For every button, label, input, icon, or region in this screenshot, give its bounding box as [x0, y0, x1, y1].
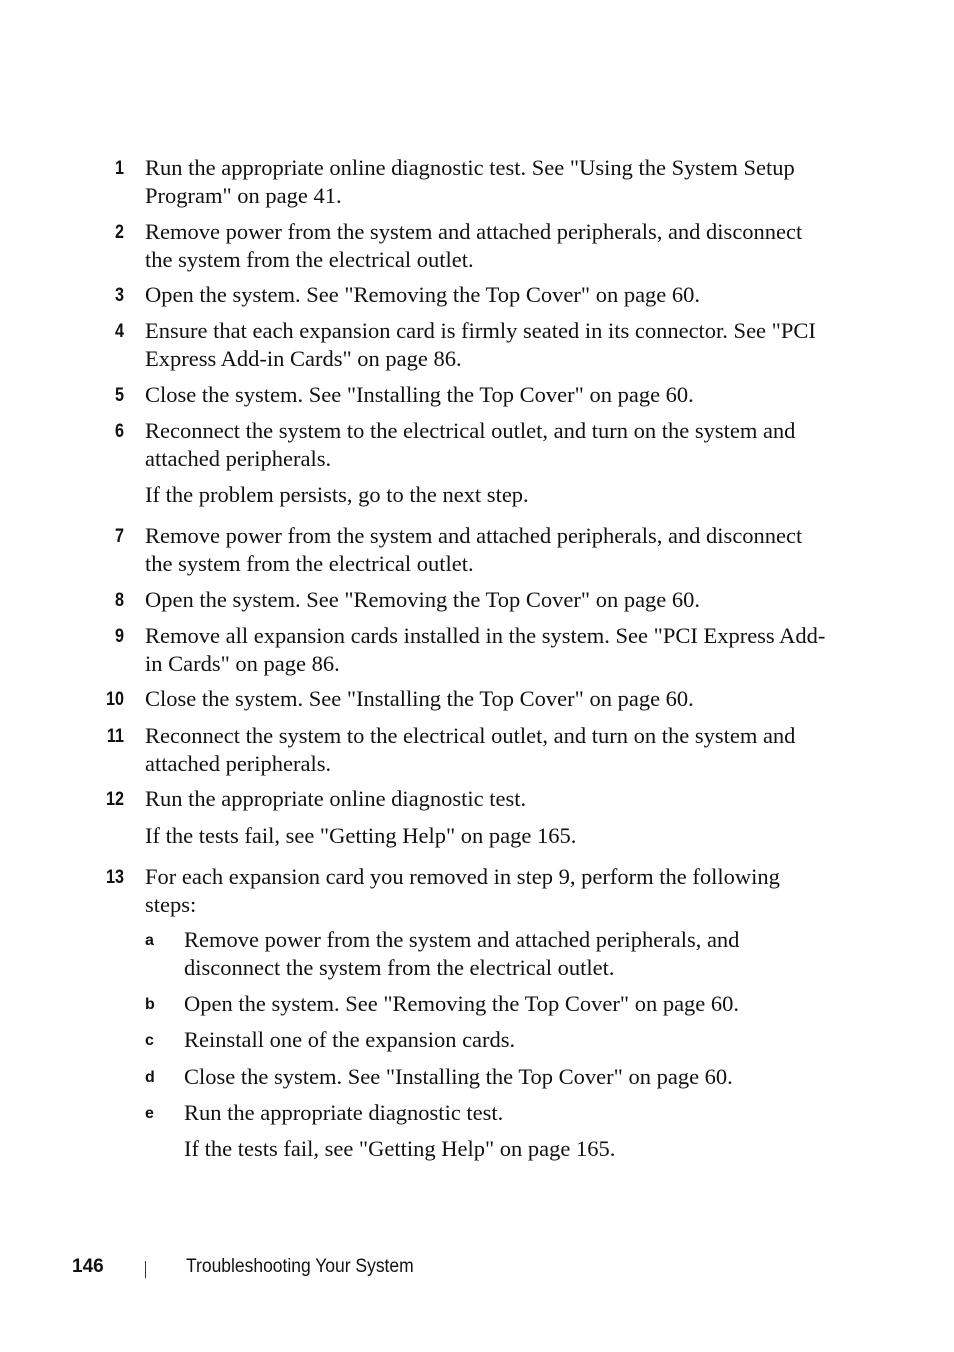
- step-text: Close the system. See "Installing the Top Cover" on page 60.: [145, 382, 694, 407]
- step-number: 12: [106, 789, 124, 810]
- substep-text: Remove power from the system and attached peripherals, and disconnect the system from the electrical outlet.: [184, 927, 740, 980]
- substep-letter: a: [145, 932, 154, 949]
- substep-letter: b: [145, 996, 155, 1013]
- step-text: Ensure that each expansion card is firmly seated in its connector. See "PCI Express Add-in Cards" on page 86.: [145, 318, 816, 371]
- step-number: 6: [115, 421, 124, 442]
- step-text: Remove power from the system and attached peripherals, and disconnect the system from the electrical outlet.: [145, 523, 803, 576]
- step-text: Reconnect the system to the electrical outlet, and turn on the system and attached peripherals.: [145, 418, 796, 471]
- footer-divider: [145, 1261, 146, 1278]
- step-text: For each expansion card you removed in step 9, perform the following steps:: [145, 864, 780, 917]
- step-text: Run the appropriate online diagnostic test. See "Using the System Setup Program" on page 41.: [145, 155, 795, 208]
- substep-note: If the tests fail, see "Getting Help" on page 165.: [184, 1136, 616, 1161]
- step-number: 13: [106, 867, 124, 888]
- step-number: 8: [115, 590, 124, 611]
- step-number: 7: [115, 526, 124, 547]
- step-text: Open the system. See "Removing the Top Cover" on page 60.: [145, 282, 701, 307]
- step-note: If the problem persists, go to the next step.: [145, 482, 529, 507]
- step-number: 3: [115, 285, 124, 306]
- substep-text: Reinstall one of the expansion cards.: [184, 1027, 516, 1052]
- step-note: If the tests fail, see "Getting Help" on page 165.: [145, 823, 577, 848]
- substep-text: Open the system. See "Removing the Top Cover" on page 60.: [184, 991, 740, 1016]
- page-number: 146: [72, 1256, 104, 1277]
- substep-text: Run the appropriate diagnostic test.: [184, 1100, 504, 1125]
- step-number: 11: [106, 726, 124, 747]
- step-text: Close the system. See "Installing the Top Cover" on page 60.: [145, 686, 694, 711]
- step-number: 9: [115, 626, 124, 647]
- step-text: Open the system. See "Removing the Top Cover" on page 60.: [145, 587, 701, 612]
- substep-text: Close the system. See "Installing the Top Cover" on page 60.: [184, 1064, 733, 1089]
- step-number: 10: [106, 689, 124, 710]
- step-number: 5: [115, 385, 124, 406]
- step-text: Reconnect the system to the electrical outlet, and turn on the system and attached peripherals.: [145, 723, 796, 776]
- step-number: 4: [115, 321, 124, 342]
- step-number: 2: [115, 222, 124, 243]
- substep-letter: e: [145, 1105, 154, 1122]
- step-text: Remove power from the system and attached peripherals, and disconnect the system from the electrical outlet.: [145, 219, 803, 272]
- step-text: Remove all expansion cards installed in the system. See "PCI Express Add-in Cards" on page 86.: [145, 623, 826, 676]
- substep-letter: d: [145, 1069, 155, 1086]
- step-text: Run the appropriate online diagnostic test.: [145, 786, 527, 811]
- footer-section-title: Troubleshooting Your System: [186, 1256, 414, 1277]
- substep-letter: c: [145, 1032, 154, 1049]
- step-number: 1: [115, 158, 124, 179]
